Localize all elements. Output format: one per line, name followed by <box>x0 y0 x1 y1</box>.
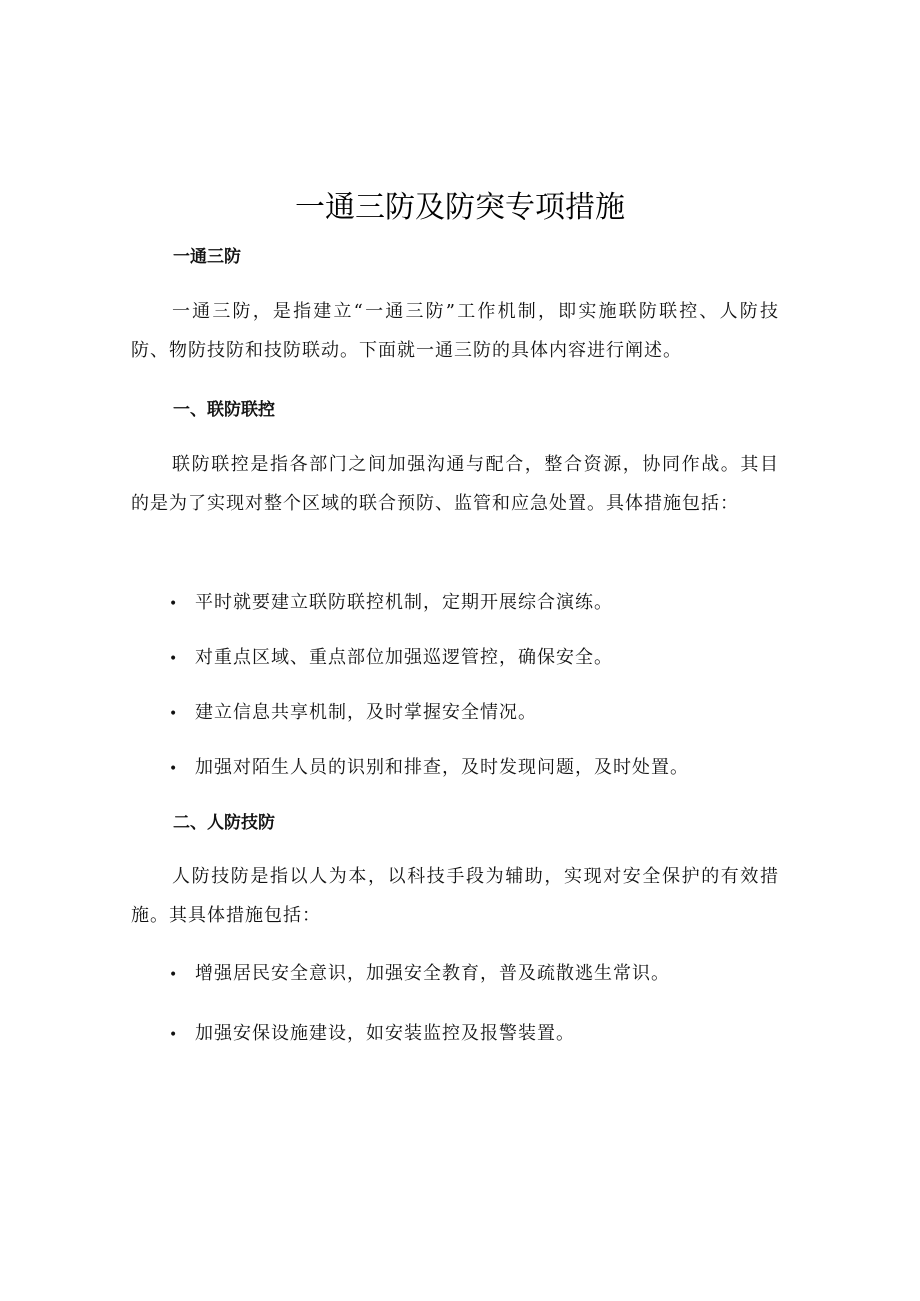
bullet-text: 平时就要建立联防联控机制，定期开展综合演练。 <box>195 592 613 613</box>
bullet-dot: • <box>169 596 179 612</box>
bullet-text: 建立信息共享机制，及时掌握安全情况。 <box>195 702 537 723</box>
bullet-dot: • <box>169 1027 179 1043</box>
section1-bullet-1 <box>169 588 789 619</box>
bullet-dot: • <box>169 967 179 983</box>
section2-bullet-1 <box>169 959 789 990</box>
bullet-dot: • <box>169 651 179 667</box>
section1-heading: 一、联防联控 <box>173 400 275 420</box>
bullet-text: 加强安保设施建设，如安装监控及报警装置。 <box>195 1023 575 1044</box>
bullet-text: 对重点区域、重点部位加强巡逻管控，确保安全。 <box>195 647 613 668</box>
bullet-dot: • <box>169 706 179 722</box>
section1-bullet-4 <box>169 753 789 784</box>
bullet-text: 加强对陌生人员的识别和排查，及时发现问题，及时处置。 <box>195 757 689 778</box>
section1-bullet-3 <box>169 698 789 729</box>
bullet-dot: • <box>169 761 179 777</box>
bullet-text: 增强居民安全意识，加强安全教育，普及疏散逃生常识。 <box>195 963 670 984</box>
section2-heading: 二、人防技防 <box>173 813 275 833</box>
section2-paragraph: 人防技防是指以人为本，以科技手段为辅助，实现对安全保护的有效措施。其具体措施包括： <box>131 866 779 926</box>
intro-heading: 一通三防 <box>173 247 241 267</box>
section1-paragraph: 联防联控是指各部门之间加强沟通与配合，整合资源，协同作战。其目的是为了实现对整个区域的联合预防、监管和应急处置。具体措施包括： <box>131 454 779 514</box>
document-title: 一通三防及防突专项措施 <box>295 190 625 225</box>
intro-paragraph: 一通三防，是指建立“一通三防”工作机制，即实施联防联控、人防技防、物防技防和技防联动。下面就一通三防的具体内容进行阐述。 <box>131 301 779 361</box>
section2-bullet-2 <box>169 1019 789 1050</box>
section1-bullet-2 <box>169 643 789 674</box>
